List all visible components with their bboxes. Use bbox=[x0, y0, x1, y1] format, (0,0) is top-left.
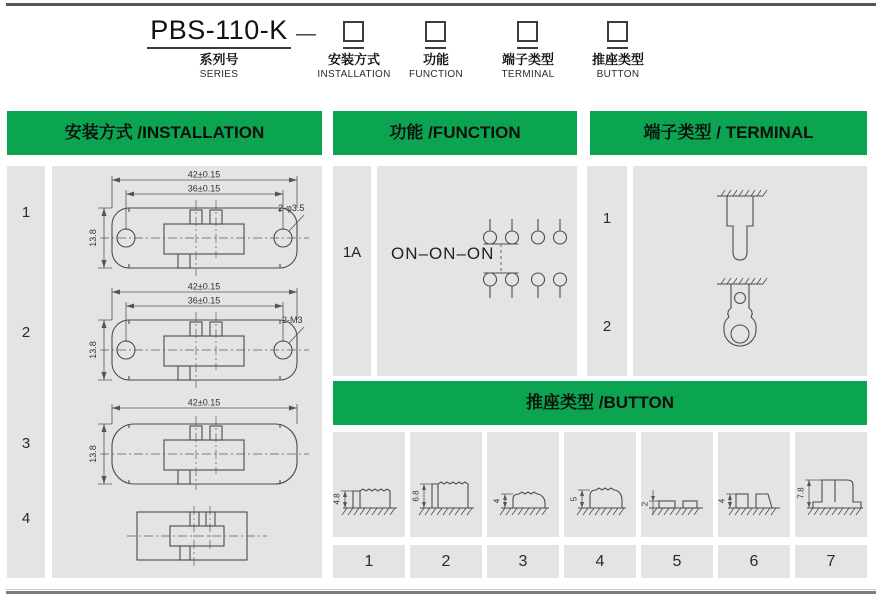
button-number: 3 bbox=[487, 545, 559, 578]
section-header-terminal: 端子类型 / TERMINAL bbox=[590, 111, 867, 155]
field-label-series-en: SERIES bbox=[199, 69, 239, 80]
button-drawing-5 bbox=[641, 432, 713, 537]
button-number: 2 bbox=[410, 545, 482, 578]
field-label-function-en: FUNCTION bbox=[408, 69, 464, 80]
button-drawing-4 bbox=[564, 432, 636, 537]
svg-text:4.8: 4.8 bbox=[333, 493, 342, 505]
code-separator-dash: — bbox=[296, 23, 316, 45]
svg-text:4: 4 bbox=[718, 498, 727, 504]
svg-text:4: 4 bbox=[492, 498, 502, 504]
button-drawing-2 bbox=[410, 432, 482, 537]
field-label-series bbox=[159, 52, 279, 81]
installation-number-column bbox=[7, 166, 45, 578]
installation-drawing-2 bbox=[52, 282, 322, 394]
installation-row-number: 4 bbox=[21, 509, 31, 527]
button-drawing-cell-3 bbox=[487, 432, 559, 537]
function-code: 1A bbox=[342, 244, 362, 261]
svg-text:13.8: 13.8 bbox=[88, 229, 98, 247]
order-box-function bbox=[425, 21, 446, 42]
svg-text:42±0.15: 42±0.15 bbox=[187, 398, 221, 408]
svg-text:2-M3: 2-M3 bbox=[282, 315, 303, 325]
svg-text:2-φ3.5: 2-φ3.5 bbox=[278, 203, 305, 213]
installation-row-number: 1 bbox=[21, 203, 31, 221]
svg-text:36±0.15: 36±0.15 bbox=[187, 183, 221, 194]
installation-drawings-panel bbox=[52, 166, 322, 578]
svg-text:42±0.15: 42±0.15 bbox=[187, 282, 221, 292]
button-drawing-cell-6 bbox=[718, 432, 790, 537]
button-drawing-cell-7 bbox=[795, 432, 867, 537]
order-box-button bbox=[607, 21, 628, 42]
field-label-button bbox=[558, 52, 678, 81]
svg-text:13.8: 13.8 bbox=[88, 341, 98, 359]
order-box-underline bbox=[343, 47, 364, 49]
button-number: 5 bbox=[641, 545, 713, 578]
button-number: 1 bbox=[333, 545, 405, 578]
field-label-button-en: BUTTON bbox=[596, 69, 640, 80]
installation-row-number: 2 bbox=[21, 323, 31, 341]
button-drawing-7 bbox=[795, 432, 867, 537]
terminal-drawing-1 bbox=[695, 184, 785, 270]
field-label-terminal-en: TERMINAL bbox=[501, 69, 555, 80]
button-drawing-cell-2 bbox=[410, 432, 482, 537]
button-number: 7 bbox=[795, 545, 867, 578]
installation-row-number: 3 bbox=[21, 434, 31, 452]
button-drawing-cell-5 bbox=[641, 432, 713, 537]
terminal-row-number: 2 bbox=[602, 317, 612, 335]
function-content-panel bbox=[377, 166, 577, 376]
svg-text:13.8: 13.8 bbox=[88, 445, 98, 463]
button-drawing-cell-1 bbox=[333, 432, 405, 537]
part-number-underline bbox=[147, 47, 291, 49]
terminal-drawing-2 bbox=[695, 274, 785, 360]
svg-text:42±0.15: 42±0.15 bbox=[187, 170, 221, 180]
order-box-underline bbox=[607, 47, 628, 49]
button-grid bbox=[333, 432, 867, 578]
order-box-terminal bbox=[517, 21, 538, 42]
button-number: 6 bbox=[718, 545, 790, 578]
order-box-underline bbox=[517, 47, 538, 49]
field-label-series-zh: 系列号 bbox=[199, 52, 239, 67]
section-header-function: 功能 /FUNCTION bbox=[333, 111, 577, 155]
installation-drawing-3 bbox=[52, 398, 322, 490]
terminal-content-panel bbox=[633, 166, 867, 376]
button-drawing-cell-4 bbox=[564, 432, 636, 537]
installation-drawing-4 bbox=[122, 504, 272, 570]
field-label-terminal-zh: 端子类型 bbox=[501, 52, 554, 67]
svg-text:36±0.15: 36±0.15 bbox=[187, 295, 221, 306]
function-modes-label: ON–ON–ON bbox=[391, 244, 495, 263]
section-header-installation: 安装方式 /INSTALLATION bbox=[7, 111, 322, 155]
svg-text:7.8: 7.8 bbox=[796, 487, 806, 499]
button-drawing-6 bbox=[718, 432, 790, 537]
field-label-installation-zh: 安装方式 bbox=[327, 52, 380, 67]
order-box-installation bbox=[343, 21, 364, 42]
svg-text:2: 2 bbox=[641, 501, 650, 507]
svg-text:5: 5 bbox=[569, 496, 579, 502]
part-number: PBS-110-K bbox=[150, 15, 288, 45]
field-label-installation-en: INSTALLATION bbox=[317, 69, 391, 80]
terminal-number-column bbox=[587, 166, 627, 376]
button-number: 4 bbox=[564, 545, 636, 578]
installation-drawing-1 bbox=[52, 170, 322, 282]
field-label-button-zh: 推座类型 bbox=[591, 52, 644, 67]
svg-text:6.8: 6.8 bbox=[411, 490, 421, 502]
field-label-function-zh: 功能 bbox=[422, 52, 449, 67]
button-drawing-1 bbox=[333, 432, 405, 537]
button-drawing-3 bbox=[487, 432, 559, 537]
function-number-column bbox=[333, 166, 371, 376]
terminal-row-number: 1 bbox=[602, 209, 612, 227]
order-box-underline bbox=[425, 47, 446, 49]
top-rule bbox=[6, 3, 876, 6]
bottom-rule bbox=[6, 589, 876, 595]
section-header-button: 推座类型 /BUTTON bbox=[333, 381, 867, 425]
